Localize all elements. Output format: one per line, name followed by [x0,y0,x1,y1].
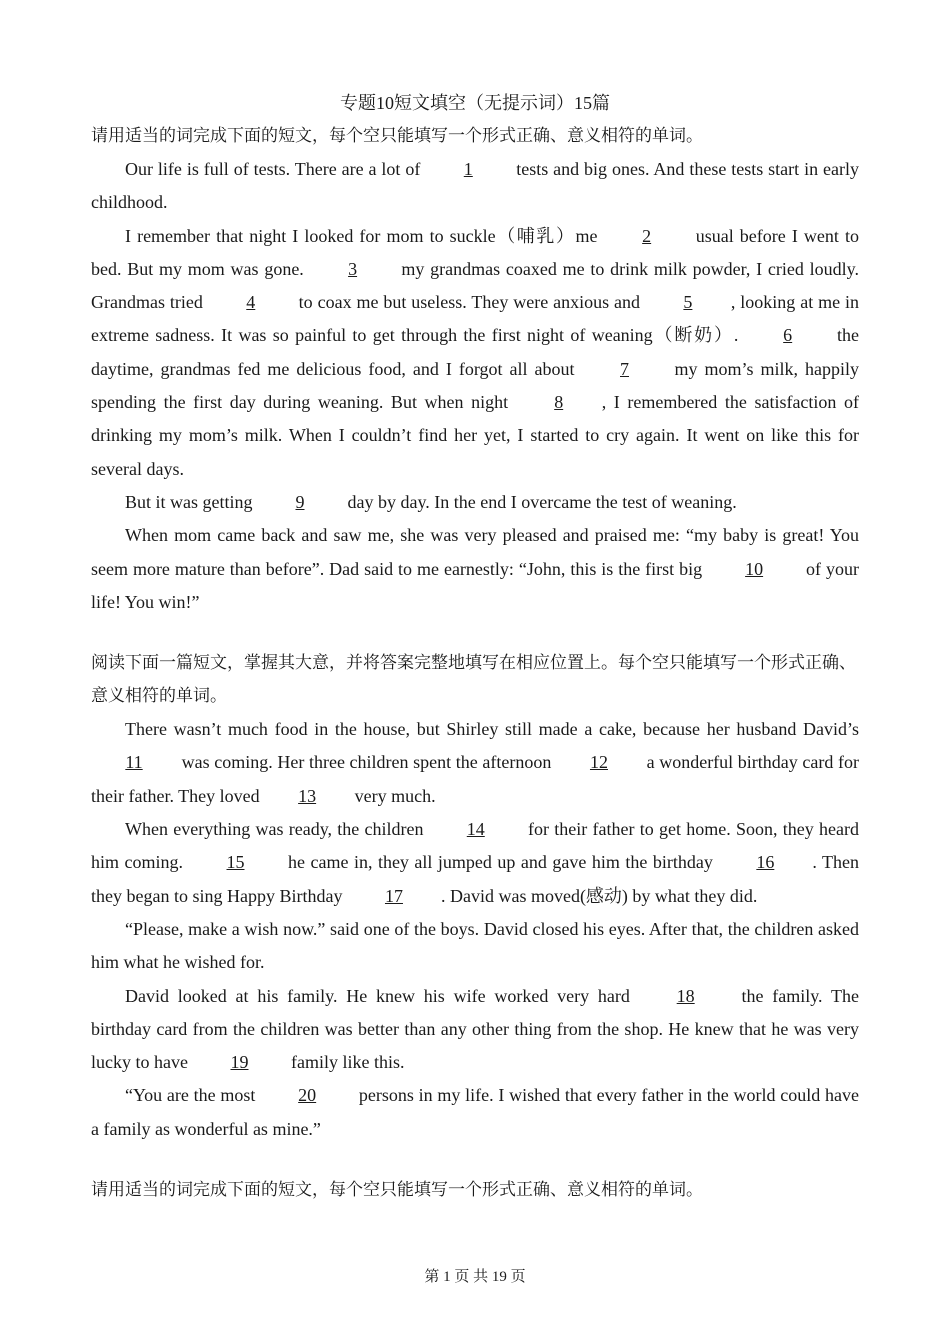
document-body [91,88,859,1207]
text: “You are the most [125,1085,261,1106]
text: day by day. In the end I overcame the test of weaning. [343,491,737,512]
blank-12[interactable]: 12 [589,752,608,773]
text: my mom’s milk, happily spending the first day during weaning. But when night [91,358,859,413]
blank-2[interactable]: 2 [642,225,652,246]
text: to coax me but useless. They were anxious and [293,292,645,313]
text: of your life! You win!” [91,558,859,612]
text: When mom came back and saw me, she was very pleased and praised me: “my baby is great! You seem more mature than before”. Dad said to me earnestly: “John, this is the first big [91,525,859,579]
blank-9[interactable]: 9 [295,491,305,512]
text: usual before I went to bed. But my mom was gone. [91,225,859,279]
blank-8[interactable]: 8 [554,392,564,413]
blank-11[interactable]: 11 [125,752,143,773]
text: . Then they began to sing Happy Birthday [91,852,859,906]
blank-17[interactable]: 17 [384,885,403,906]
text: tests and big ones. And these tests start in early childhood. [91,159,859,213]
blank-16[interactable]: 16 [756,852,775,873]
blank-20[interactable]: 20 [298,1085,317,1106]
page-footer: 第 1 页 共 19 页 [424,1269,526,1285]
section-1-instruction: 请用适当的词完成下面的短文，每个空只能填写一个形式正确、意义相符的单词。 [91,126,703,146]
text: But it was getting [125,491,257,512]
text: very much. [350,785,436,806]
text: . David was moved(感动) by what they did. [440,885,758,906]
section-2-paragraph-2 [91,813,859,913]
blank-19[interactable]: 19 [230,1052,249,1073]
text: Our life is full of tests. There are a lot of [125,159,426,179]
text: the family. The birthday card from the children was better than any other thing from the shop. He knew that he was very lucky to have [91,985,860,1073]
section-gap [91,1146,859,1174]
blank-1[interactable]: 1 [463,159,473,179]
text: the daytime, grandmas fed me delicious food, and I forgot all about [91,325,859,379]
text: David looked at his family. He knew his wife worked very hard [125,985,639,1006]
text: , I remembered the satisfaction of drinking my mom’s milk. When I couldn’t find her yet, I started to cry again. It went on like this for several days. [91,392,859,479]
text: When everything was ready, the children [125,819,429,840]
text: family like this. [286,1052,405,1073]
blank-4[interactable]: 4 [246,292,256,313]
section-1-paragraph-2 [91,220,859,486]
text: he came in, they all jumped up and gave him the birthday [282,852,719,873]
text: for their father to get home. Soon, they heard him coming. [91,819,859,873]
text: persons in my life. I wished that every father in the world could have a family as wonderful as mine.” [91,1085,859,1139]
section-3-instruction: 请用适当的词完成下面的短文，每个空只能填写一个形式正确、意义相符的单词。 [91,1180,703,1201]
text: , looking at me in extreme sadness. It was so painful to get through the first night of weaning（断奶）. [91,292,860,346]
section-2-paragraph-3 [91,913,859,980]
section-2-paragraph-4 [91,980,859,1080]
section-2-instruction: 阅读下面一篇短文，掌握其大意，并将答案完整地填写在相应位置上。每个空只能填写一个形式正确、意义相符的单词。 [91,653,856,707]
text: There wasn’t much food in the house, but Shirley still made a cake, because her husband David’s [125,719,859,740]
blank-10[interactable]: 10 [745,558,764,579]
text: a wonderful birthday card for their father. They loved [91,752,859,806]
section-gap [91,619,859,647]
section-2-paragraph-5 [91,1079,859,1146]
text: I remember that night I looked for mom to suckle（哺乳）me [125,225,604,246]
section-1-paragraph-4 [91,519,859,619]
blank-15[interactable]: 15 [226,852,245,873]
blank-18[interactable]: 18 [676,985,695,1006]
section-2-paragraph-1 [91,713,859,813]
section-1-paragraph-1 [91,153,859,220]
text: my grandmas coaxed me to drink milk powder, I cried loudly. Grandmas tried [91,258,859,313]
blank-5[interactable]: 5 [683,292,693,313]
blank-3[interactable]: 3 [348,258,358,279]
page-title: 专题10短文填空（无提示词）15篇 [340,93,610,113]
section-1-paragraph-3 [91,486,859,519]
text: “Please, make a wish now.” said one of the boys. David closed his eyes. After that, the children asked him what he wished for. [91,918,859,973]
blank-6[interactable]: 6 [783,325,793,346]
blank-13[interactable]: 13 [298,785,317,806]
blank-7[interactable]: 7 [620,358,629,379]
text: was coming. Her three children spent the afternoon [177,752,556,773]
blank-14[interactable]: 14 [466,819,485,840]
